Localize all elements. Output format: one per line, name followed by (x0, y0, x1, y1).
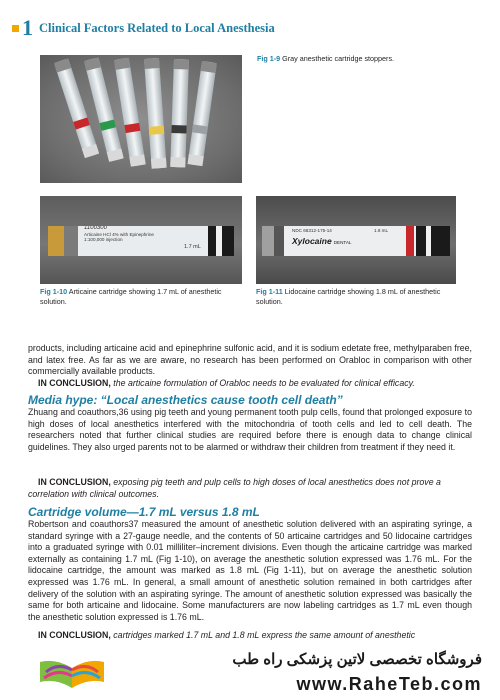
footer-url: www.RaheTeb.com (296, 674, 482, 694)
running-header (12, 15, 275, 40)
figure-1-11-caption (256, 287, 456, 306)
figure-1-10-label: Fig 1-10 (40, 287, 68, 296)
articaine-label-line-3: 1:100,000 injection (84, 237, 123, 243)
articaine-label-line-1: 1100300 (84, 226, 107, 231)
conclusion-2-lead: IN CONCLUSION, (38, 477, 111, 487)
conclusion-2 (28, 477, 472, 500)
chapter-number: 1 (22, 15, 33, 40)
lidocaine-brand-suffix: DENTAL (333, 240, 352, 245)
conclusion-2-text: exposing pig teeth and pulp cells to high doses of local anesthetics does not prove a correlation with clinical outcomes. (28, 477, 441, 499)
articaine-label-line-2: Articaine HCl 4% with Epinephrine (84, 231, 154, 237)
figure-1-10-caption (40, 287, 242, 306)
lidocaine-ndc-label: NDC 66312-175-14 (292, 228, 332, 233)
figure-1-9-caption-text: Gray anesthetic cartridge stoppers. (282, 54, 395, 63)
lidocaine-cartridge-illustration (256, 196, 456, 284)
chapter-title: Clinical Factors Related to Local Anesthesia (39, 20, 275, 35)
lidocaine-brand-label: Xylocaine (292, 236, 332, 246)
figure-1-11-caption-text: Lidocaine cartridge showing 1.8 mL of anesthetic solution. (256, 287, 441, 306)
articaine-volume-label: 1.7 mL (184, 244, 201, 250)
figure-1-10-photo (40, 196, 242, 284)
conclusion-1-lead: IN CONCLUSION, (38, 378, 111, 388)
figure-1-9-label: Fig 1-9 (257, 54, 281, 63)
conclusion-1-text: the articaine formulation of Orabloc needs to be evaluated for clinical efficacy. (110, 378, 415, 388)
paragraph-cartridge-volume: Robertson and coauthors37 measured the amount of anesthetic solution delivered with an aspirating syringe, a standard syringe with a 27-gauge needle, and the contents of 50 articaine cartridges and 50 lidocaine cartridges into a graduated syringe with 0.01 milliliter–increment divisions. Even though the articaine cartridge was marked externally as containing 1.7 mL (Fig 1-10), on average the anesthetic solution expressed was 1.76 mL. For the lidocaine cartridge, the amount was marked as 1.8 mL (Fig 1-11), but on average the anesthetic solution expressed was 1.76 mL. In general, a small amount of anesthetic solution remained in both cartridges after delivery of the solution with an aspirating syringe. The amount of anesthetic solution expressed was basically the same for both articaine and lidocaine. Some manufacturers are now labeling cartridges as 1.7 mL even though the anesthetic solution expressed is 1.76 mL. (28, 519, 472, 622)
cartridges-fan-illustration (40, 55, 242, 183)
section-heading-cartridge-volume: Cartridge volume—1.7 mL versus 1.8 mL (28, 505, 260, 519)
conclusion-1 (28, 378, 472, 390)
header-bullet (12, 25, 19, 32)
figure-1-11-photo (256, 196, 456, 284)
paragraph-media-hype: Zhuang and coauthors,36 using pig teeth and young permanent tooth pulp cells, found that prolonged exposure to high doses of local anesthetics interfered with the mitochondria of tooth cells and led to cell death. The researchers noted that further clinical studies are required before there is enough data to change clinical guidelines. They also urged parents not to be alarmed or withdraw their children from treatment if they need it. (28, 407, 472, 452)
figure-1-9-photo (40, 55, 242, 183)
watermark-footer (0, 640, 500, 700)
footer-persian-text: فروشگاه تخصصی لاتین پزشکی راه طب (232, 651, 482, 668)
book-logo-icon (36, 648, 108, 696)
lidocaine-volume-label: 1.8 mL (374, 228, 389, 233)
figure-1-10-caption-text: Articaine cartridge showing 1.7 mL of anesthetic solution. (40, 287, 222, 306)
figure-1-11-label: Fig 1-11 (256, 287, 283, 296)
conclusion-3-lead: IN CONCLUSION, (38, 630, 111, 640)
figure-1-9-caption (257, 54, 457, 64)
intro-paragraph: products, including articaine acid and epinephrine sulfonic acid, and it is sodium edetate free, methylparaben free, and latex free. As far as we are aware, no research has been performed on Orabloc in comparison with other commercially available products. (28, 343, 472, 377)
conclusion-3-text: cartridges marked 1.7 mL and 1.8 mL express the same amount of anesthetic (110, 630, 416, 640)
section-heading-media-hype: Media hype: “Local anesthetics cause tooth cell death” (28, 393, 343, 407)
